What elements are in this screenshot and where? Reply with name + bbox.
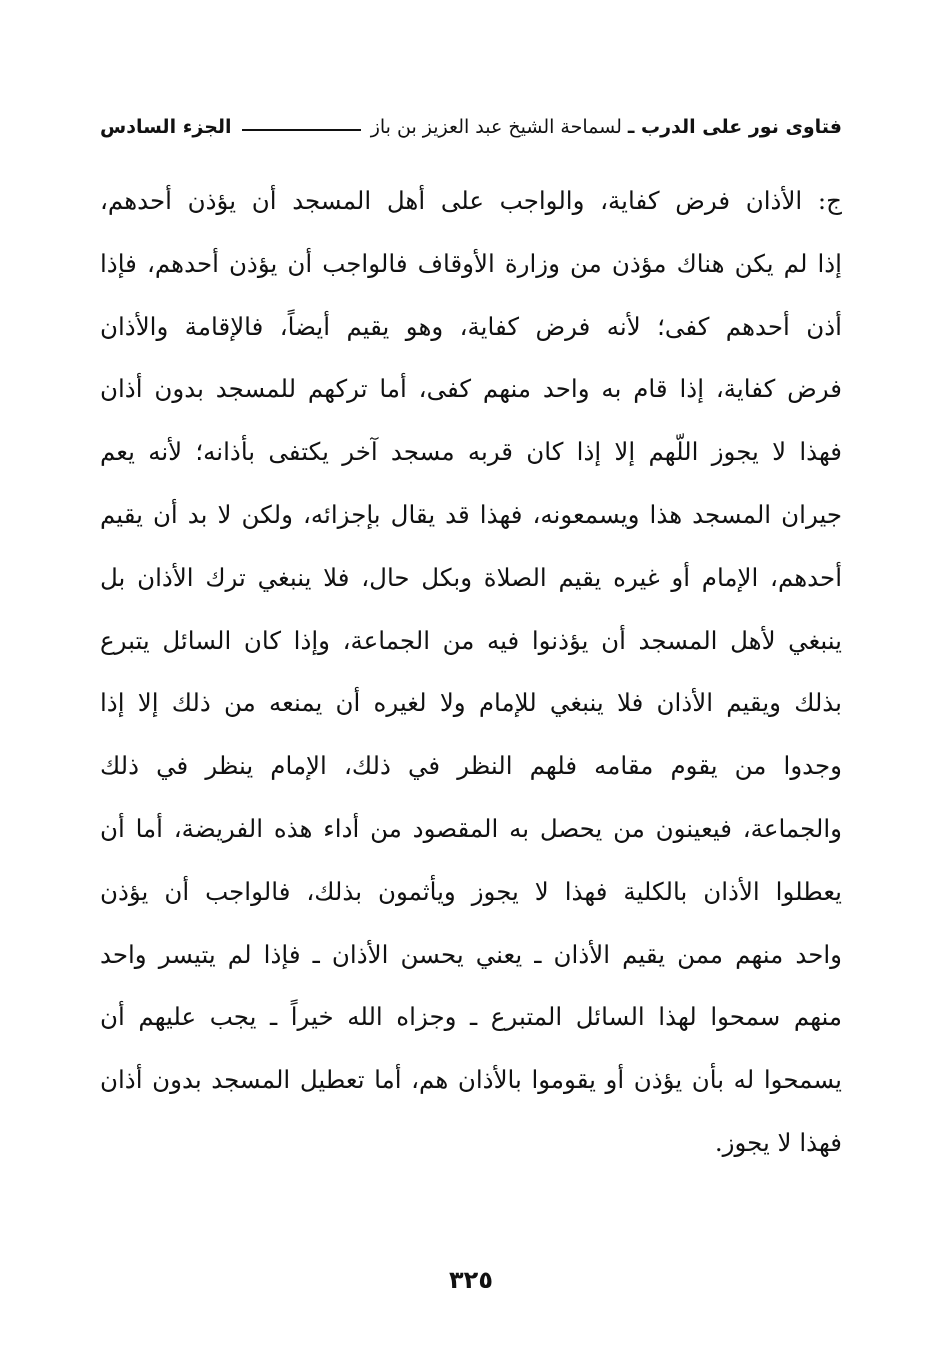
text-line: إذا لم يكن هناك مؤذن من وزارة الأوقاف فالواجب أن يؤذن أحدهم، فإذا: [100, 248, 842, 278]
header-part-label: الجزء السادس: [100, 116, 232, 138]
header-book-title: فتاوى نور على الدرب ـ: [627, 116, 842, 138]
text-line: فهذا لا يجوز.: [714, 1127, 842, 1157]
text-line: أحدهم، الإمام أو غيره يقيم الصلاة وبكل حال، فلا ينبغي ترك الأذان بل: [100, 562, 842, 592]
header-author: لسماحة الشيخ عبد العزيز بن باز: [370, 116, 622, 138]
text-line: فهذا لا يجوز اللّهم إلا إذا كان قربه مسجد آخر يكتفى بأذانه؛ لأنه يعم: [100, 437, 842, 467]
text-line: يسمحوا له بأن يؤذن أو يقوموا بالأذان هم، أما تعطيل المسجد بدون أذان: [100, 1065, 842, 1095]
text-line: بذلك ويقيم الأذان فلا ينبغي للإمام ولا لغيره أن يمنعه من ذلك إلا إذا: [100, 688, 842, 718]
text-line: ينبغي لأهل المسجد أن يؤذنوا فيه من الجماعة، وإذا كان السائل يتبرع: [100, 625, 842, 655]
page-number: ٣٢٥: [449, 1266, 493, 1294]
text-line: واحد منهم ممن يقيم الأذان ـ يعني يحسن الأذان ـ فإذا لم يتيسر واحد: [100, 939, 842, 969]
text-line: جيران المسجد هذا ويسمعونه، فهذا قد يقال بإجزائه، ولكن لا بد أن يقيم: [100, 499, 842, 529]
text-line: والجماعة، فيعينون من يحصل به المقصود من أداء هذه الفريضة، أما أن: [100, 813, 842, 843]
text-line: وجدوا من يقوم مقامه فلهم النظر في ذلك، الإمام ينظر في ذلك: [100, 751, 842, 781]
header-rule: [242, 129, 361, 131]
running-header: [100, 110, 842, 144]
text-line: ج: الأذان فرض كفاية، والواجب على أهل المسجد أن يؤذن أحدهم،: [100, 186, 842, 215]
text-line: أذن أحدهم كفى؛ لأنه فرض كفاية، وهو يقيم أيضاً، فالإقامة والأذان: [100, 311, 842, 341]
text-line: فرض كفاية، إذا قام به واحد منهم كفى، أما تركهم للمسجد بدون أذان: [100, 374, 842, 404]
text-line: منهم سمحوا لهذا السائل المتبرع ـ وجزاه الله خيراً ـ يجب عليهم أن: [100, 1002, 842, 1032]
fatwa-answer-text: [100, 170, 842, 1175]
text-line: يعطلوا الأذان بالكلية فهذا لا يجوز ويأثمون بذلك، فالواجب أن يؤذن: [100, 876, 842, 906]
